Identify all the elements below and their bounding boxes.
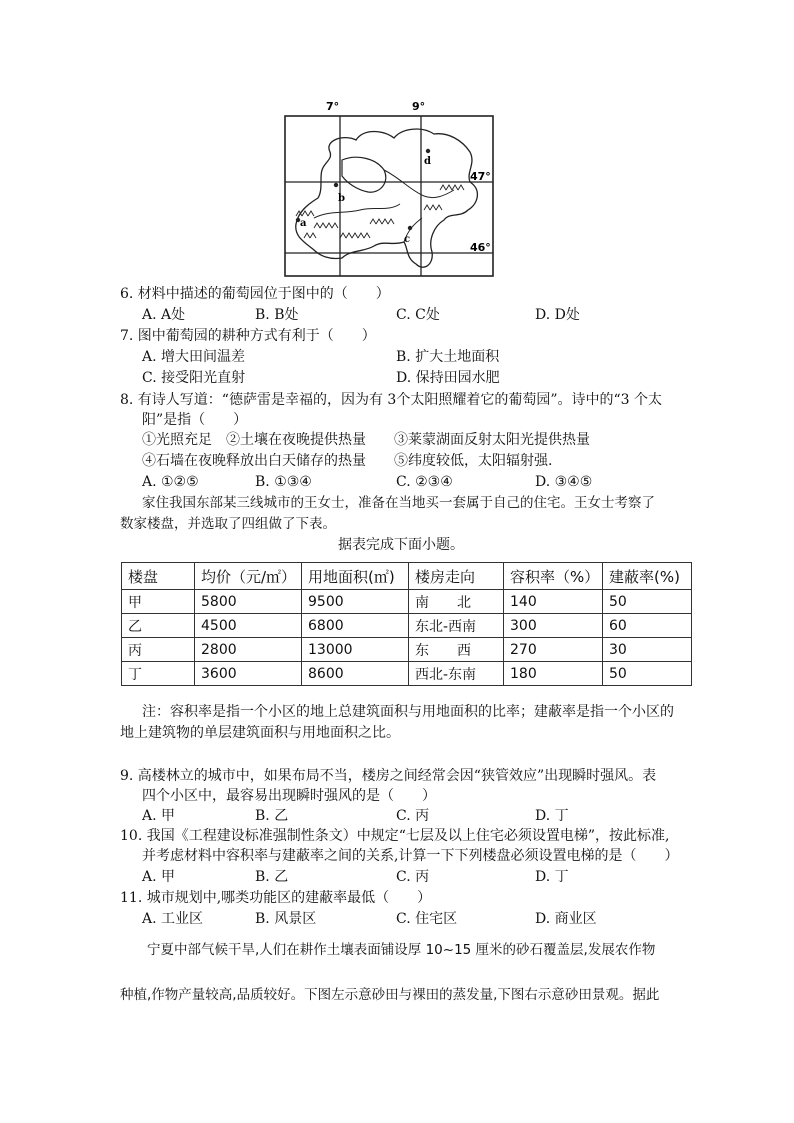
q11-option-c: C. 住宅区 — [396, 911, 458, 927]
table-cell: 60 — [603, 614, 692, 638]
table-cell: 180 — [504, 662, 603, 686]
question-10-stem-line-2: 并考虑材料中容积率与建蔽率之间的关系,计算一下下列楼盘必须设置电梯的是（ ） — [142, 848, 679, 864]
table-cell: 丁 — [122, 662, 195, 686]
q10-option-b: B. 乙 — [255, 869, 289, 885]
location-map — [284, 100, 496, 280]
table-cell: 30 — [603, 638, 692, 662]
table-instruction: 据表完成下面小题。 — [338, 537, 464, 553]
table-cell: 50 — [603, 662, 692, 686]
table-cell: 270 — [504, 638, 603, 662]
table-cell: 140 — [504, 590, 603, 614]
q10-option-d: D. 丁 — [535, 869, 569, 885]
q9-option-b: B. 乙 — [255, 808, 289, 824]
table-cell: 9500 — [302, 590, 409, 614]
point-b-label: b — [338, 193, 345, 204]
table-note-line-1: 注：容积率是指一个小区的地上总建筑面积与用地面积的比率；建蔽率是指一个小区的 — [142, 704, 674, 720]
header-cell: 用地面积(㎡) — [302, 563, 409, 590]
q9-option-d: D. 丁 — [535, 808, 569, 824]
table-cell: 甲 — [122, 590, 195, 614]
table-cell: 13000 — [302, 638, 409, 662]
q6-option-b: B. B处 — [255, 307, 299, 323]
header-cell: 楼房走向 — [409, 563, 504, 590]
header-cell: 均价（元/㎡） — [195, 563, 302, 590]
table-cell: 东 西 — [409, 638, 504, 662]
q9-option-a: A. 甲 — [142, 808, 176, 824]
lat-label-46: 46° — [470, 241, 491, 254]
passage-3-line-2: 种植,作物产量较高,品质较好。下图左示意砂田与裸田的蒸发量,下图右示意砂田景观。据此 — [120, 987, 660, 1003]
q11-option-a: A. 工业区 — [142, 911, 204, 927]
point-b-marker — [334, 183, 338, 187]
passage-2-line-1: 家住我国东部某三线城市的王女士，准备在当地买一套属于自己的住宅。王女士考察了 — [142, 495, 655, 511]
header-cell: 容积率（%） — [504, 563, 603, 590]
q8-option-d: D. ③④⑤ — [535, 474, 593, 490]
lon-label-7: 7° — [326, 100, 340, 113]
header-cell: 建蔽率(%) — [603, 563, 692, 590]
question-9-stem-line-1: 9. 高楼林立的城市中，如果布局不当，楼房之间经常会因“狭管效应”出现瞬时强风。表 — [120, 768, 657, 784]
question-8-stem-line-2: 阳”是指（ ） — [142, 412, 248, 428]
passage-2-line-2: 数家楼盘，并选取了四组做了下表。 — [120, 516, 336, 532]
q6-option-c: C. C处 — [396, 307, 440, 323]
table-note-line-2: 地上建筑物的单层建筑面积与用地面积之比。 — [120, 725, 400, 741]
question-7-stem: 7. 图中葡萄园的耕种方式有利于（ ） — [120, 328, 376, 344]
q9-option-c: C. 丙 — [396, 808, 430, 824]
table-cell: 西北-东南 — [409, 662, 504, 686]
q7-option-d: D. 保持田园水肥 — [396, 370, 500, 386]
table-cell: 50 — [603, 590, 692, 614]
q6-option-a: A. A处 — [142, 307, 186, 323]
point-c-marker — [408, 226, 412, 230]
lon-label-9: 9° — [412, 100, 426, 113]
table-cell: 2800 — [195, 638, 302, 662]
q8-option-b: B. ①③④ — [255, 474, 312, 490]
table-row — [122, 638, 692, 662]
table-row — [122, 614, 692, 638]
table-row — [122, 590, 692, 614]
table-cell: 8600 — [302, 662, 409, 686]
table-cell: 东北-西南 — [409, 614, 504, 638]
point-a-label: a — [300, 218, 307, 229]
table-cell: 南 北 — [409, 590, 504, 614]
table-cell: 5800 — [195, 590, 302, 614]
question-8-statements-2: ④石墙在夜晚释放出白天储存的热量 ⑤纬度较低，太阳辐射强. — [142, 453, 553, 469]
question-8-statements-1: ①光照充足 ②土壤在夜晚提供热量 ③莱蒙湖面反射太阳光提供热量 — [142, 432, 590, 448]
table-header-row — [122, 563, 692, 590]
table-cell: 6800 — [302, 614, 409, 638]
question-8-stem-line-1: 8. 有诗人写道：“德萨雷是幸福的，因为有 3个太阳照耀着它的葡萄园”。诗中的“3 个太 — [120, 392, 662, 408]
q10-option-c: C. 丙 — [396, 869, 430, 885]
point-d-marker — [426, 149, 430, 153]
q11-option-d: D. 商业区 — [535, 911, 597, 927]
table-cell: 丙 — [122, 638, 195, 662]
passage-3-line-1: 宁夏中部气候干旱,人们在耕作土壤表面铺设厚 10~15 厘米的砂石覆盖层,发展农作物 — [147, 942, 656, 958]
q6-option-d: D. D处 — [535, 307, 580, 323]
question-11-stem: 11. 城市规划中,哪类功能区的建蔽率最低（ ） — [120, 890, 432, 906]
point-d-label: d — [424, 156, 431, 167]
lat-label-47: 47° — [470, 170, 491, 183]
table-cell: 300 — [504, 614, 603, 638]
q7-option-c: C. 接受阳光直射 — [142, 370, 246, 386]
table-cell: 乙 — [122, 614, 195, 638]
table-row — [122, 662, 692, 686]
question-6-stem: 6. 材料中描述的葡萄园位于图中的（ ） — [120, 286, 390, 302]
table-cell: 4500 — [195, 614, 302, 638]
q10-option-a: A. 甲 — [142, 869, 176, 885]
q7-option-a: A. 增大田间温差 — [142, 349, 246, 365]
q11-option-b: B. 风景区 — [255, 911, 317, 927]
q8-option-c: C. ②③④ — [396, 474, 453, 490]
table-cell: 3600 — [195, 662, 302, 686]
q8-option-a: A. ①②⑤ — [142, 474, 199, 490]
question-9-stem-line-2: 四个小区中，最容易出现瞬时强风的是（ ） — [142, 788, 436, 804]
header-cell: 楼盘 — [122, 563, 195, 590]
housing-table — [121, 562, 692, 686]
point-c-label: c — [404, 234, 411, 245]
question-10-stem-line-1: 10. 我国《工程建设标准强制性条文）中规定“七层及以上住宅必须设置电梯”，按此标准, — [120, 828, 670, 844]
q7-option-b: B. 扩大土地面积 — [396, 349, 500, 365]
